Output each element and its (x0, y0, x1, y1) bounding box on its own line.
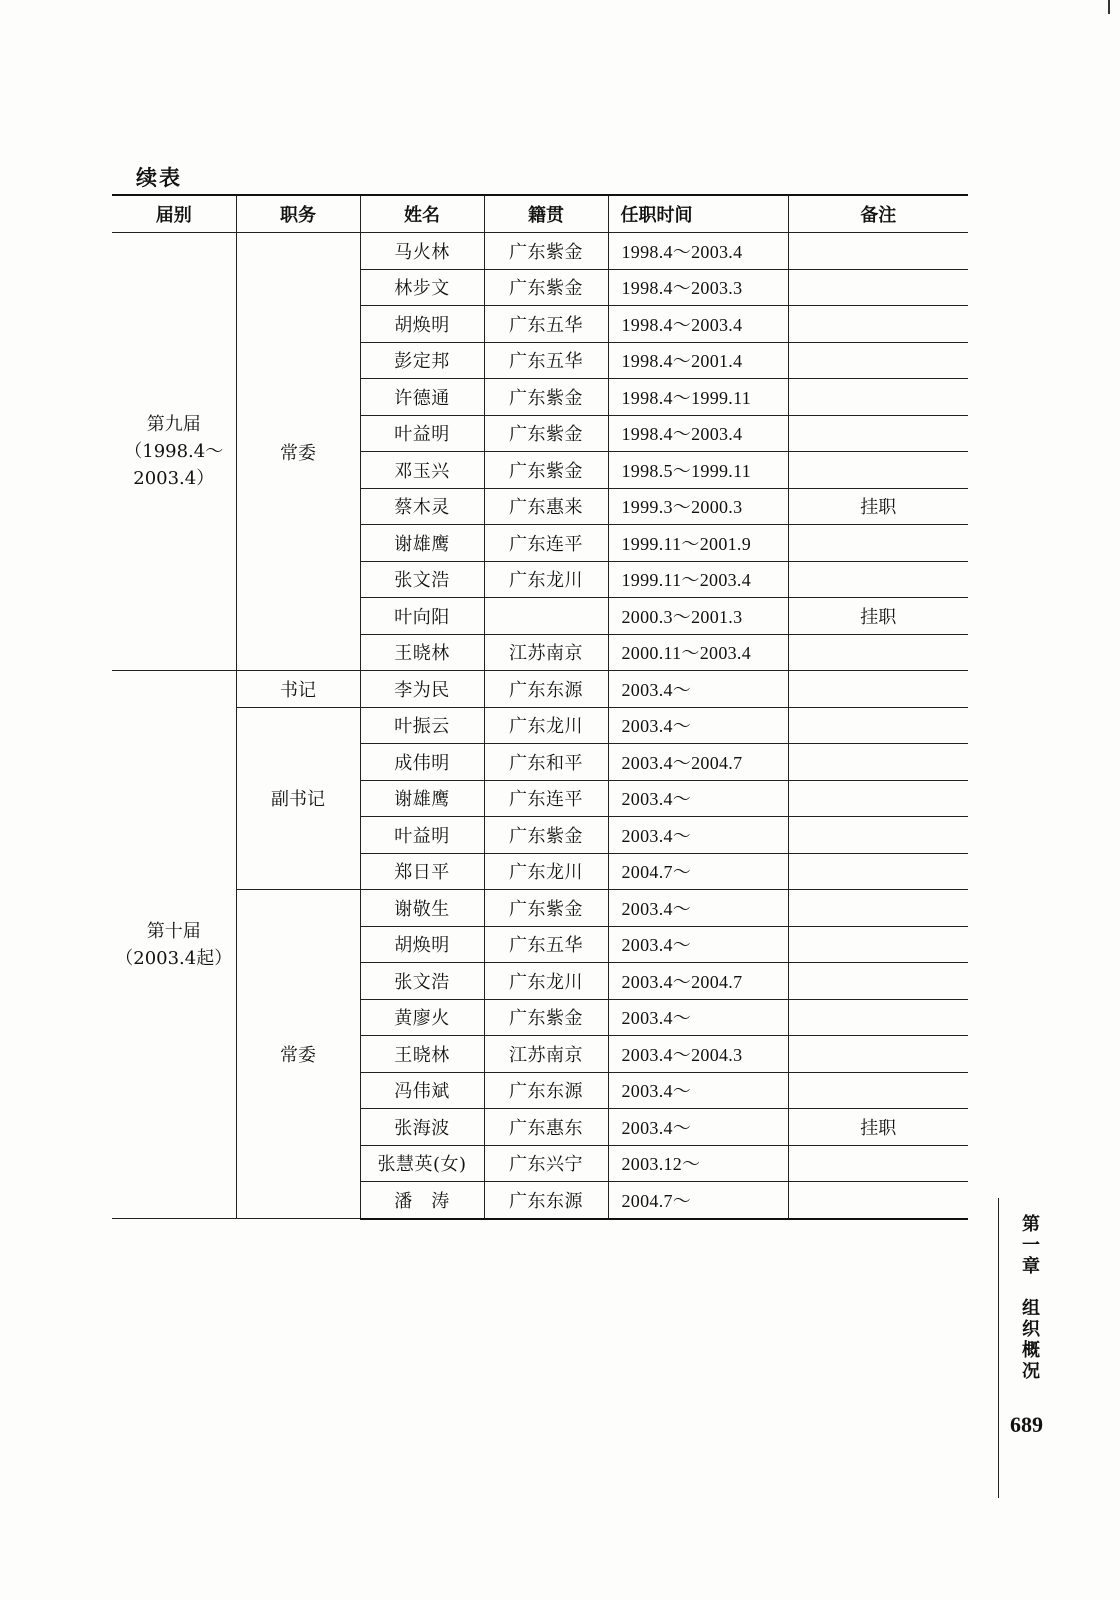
time-cell: 1998.4～2001.4 (608, 342, 788, 379)
time-cell: 1998.4～1999.11 (608, 379, 788, 416)
origin-cell: 广东龙川 (484, 853, 608, 890)
time-cell: 2003.4～ (608, 890, 788, 927)
table-header-row (112, 195, 968, 233)
note-cell (788, 1182, 968, 1219)
name-cell: 胡焕明 (360, 926, 484, 963)
name-cell: 张文浩 (360, 963, 484, 1000)
origin-cell: 广东东源 (484, 671, 608, 708)
term-label-line: （1998.4～ (124, 441, 224, 462)
section-label: 组织概况 (1019, 1298, 1040, 1382)
time-cell: 2004.7～ (608, 853, 788, 890)
name-cell: 林步文 (360, 269, 484, 306)
chapter-spacer (1019, 1277, 1040, 1298)
time-cell: 1999.3～2000.3 (608, 488, 788, 525)
origin-cell: 广东紫金 (484, 415, 608, 452)
position-cell: 常委 (236, 233, 360, 671)
margin-mark (1108, 0, 1110, 14)
note-cell (788, 561, 968, 598)
time-cell: 2003.4～ (608, 1072, 788, 1109)
note-cell (788, 269, 968, 306)
time-cell: 1998.4～2003.3 (608, 269, 788, 306)
name-cell: 马火林 (360, 233, 484, 270)
name-cell: 谢雄鹰 (360, 525, 484, 562)
term-label-line: 第九届 (146, 414, 201, 435)
origin-cell: 广东紫金 (484, 269, 608, 306)
time-cell: 2000.11～2003.4 (608, 634, 788, 671)
note-cell (788, 890, 968, 927)
name-cell: 冯伟斌 (360, 1072, 484, 1109)
time-cell: 2003.4～ (608, 999, 788, 1036)
name-cell: 黄廖火 (360, 999, 484, 1036)
name-cell: 王晓林 (360, 634, 484, 671)
note-cell (788, 525, 968, 562)
note-cell (788, 780, 968, 817)
page-number: 689 (1010, 1412, 1043, 1437)
note-cell (788, 233, 968, 270)
origin-cell: 广东兴宁 (484, 1145, 608, 1182)
time-cell: 2003.12～ (608, 1145, 788, 1182)
note-cell (788, 342, 968, 379)
header-note: 备注 (788, 195, 968, 233)
term-label-line: （2003.4起） (115, 947, 233, 969)
name-cell: 叶益明 (360, 817, 484, 854)
header-position: 职务 (236, 195, 360, 233)
time-cell: 2003.4～ (608, 780, 788, 817)
note-cell (788, 744, 968, 781)
term-cell (112, 671, 236, 1219)
origin-cell: 广东紫金 (484, 999, 608, 1036)
position-cell: 常委 (236, 890, 360, 1219)
name-cell: 邓玉兴 (360, 452, 484, 489)
time-cell: 2003.4～ (608, 1109, 788, 1146)
name-cell: 许德通 (360, 379, 484, 416)
chapter-side-tab (998, 1198, 1015, 1498)
name-cell: 张文浩 (360, 561, 484, 598)
header-time: 任职时间 (608, 195, 788, 233)
note-cell: 挂职 (788, 598, 968, 635)
note-cell (788, 1145, 968, 1182)
table-row (112, 890, 968, 927)
time-cell: 2003.4～ (608, 926, 788, 963)
time-cell: 2003.4～2004.7 (608, 744, 788, 781)
header-origin: 籍贯 (484, 195, 608, 233)
note-cell (788, 817, 968, 854)
note-cell (788, 379, 968, 416)
origin-cell: 广东紫金 (484, 817, 608, 854)
origin-cell: 广东惠来 (484, 488, 608, 525)
note-cell: 挂职 (788, 488, 968, 525)
committee-roster-table (112, 194, 968, 1220)
name-cell: 叶振云 (360, 707, 484, 744)
note-cell (788, 1072, 968, 1109)
note-cell (788, 306, 968, 343)
time-cell: 2000.3～2001.3 (608, 598, 788, 635)
name-cell: 叶向阳 (360, 598, 484, 635)
origin-cell: 广东连平 (484, 525, 608, 562)
note-cell: 挂职 (788, 1109, 968, 1146)
origin-cell: 广东龙川 (484, 707, 608, 744)
note-cell (788, 707, 968, 744)
position-cell: 书记 (236, 671, 360, 708)
name-cell: 胡焕明 (360, 306, 484, 343)
time-cell: 2004.7～ (608, 1182, 788, 1219)
note-cell (788, 415, 968, 452)
origin-cell: 广东连平 (484, 780, 608, 817)
note-cell (788, 926, 968, 963)
time-cell: 1998.5～1999.11 (608, 452, 788, 489)
name-cell: 张海波 (360, 1109, 484, 1146)
note-cell (788, 963, 968, 1000)
time-cell: 1999.11～2001.9 (608, 525, 788, 562)
origin-cell: 广东东源 (484, 1182, 608, 1219)
name-cell: 潘 涛 (360, 1182, 484, 1219)
header-name: 姓名 (360, 195, 484, 233)
term-label-line: 2003.4） (133, 468, 215, 489)
note-cell (788, 999, 968, 1036)
time-cell: 2003.4～2004.7 (608, 963, 788, 1000)
origin-cell: 广东紫金 (484, 890, 608, 927)
header-term: 届别 (112, 195, 236, 233)
name-cell: 谢雄鹰 (360, 780, 484, 817)
name-cell: 李为民 (360, 671, 484, 708)
origin-cell: 广东龙川 (484, 963, 608, 1000)
note-cell (788, 452, 968, 489)
origin-cell (484, 598, 608, 635)
origin-cell: 广东惠东 (484, 1109, 608, 1146)
position-cell: 副书记 (236, 707, 360, 890)
table-row (112, 707, 968, 744)
origin-cell: 广东龙川 (484, 561, 608, 598)
table-row (112, 233, 968, 270)
note-cell (788, 671, 968, 708)
origin-cell: 广东紫金 (484, 233, 608, 270)
origin-cell: 广东和平 (484, 744, 608, 781)
origin-cell: 广东东源 (484, 1072, 608, 1109)
time-cell: 1999.11～2003.4 (608, 561, 788, 598)
time-cell: 1998.4～2003.4 (608, 233, 788, 270)
name-cell: 张慧英(女) (360, 1145, 484, 1182)
time-cell: 2003.4～ (608, 707, 788, 744)
chapter-title (1018, 1214, 1040, 1382)
name-cell: 王晓林 (360, 1036, 484, 1073)
term-cell (112, 233, 236, 671)
time-cell: 2003.4～2004.3 (608, 1036, 788, 1073)
term-label-line: 第十届 (146, 920, 201, 942)
name-cell: 谢敬生 (360, 890, 484, 927)
chapter-label: 第一章 (1019, 1214, 1040, 1277)
time-cell: 2003.4～ (608, 671, 788, 708)
note-cell (788, 1036, 968, 1073)
origin-cell: 广东五华 (484, 306, 608, 343)
table-row (112, 671, 968, 708)
name-cell: 成伟明 (360, 744, 484, 781)
name-cell: 郑日平 (360, 853, 484, 890)
table-caption: 续表 (136, 165, 182, 190)
name-cell: 蔡木灵 (360, 488, 484, 525)
table-body (112, 233, 968, 1219)
origin-cell: 广东五华 (484, 926, 608, 963)
origin-cell: 广东五华 (484, 342, 608, 379)
origin-cell: 江苏南京 (484, 634, 608, 671)
name-cell: 叶益明 (360, 415, 484, 452)
origin-cell: 广东紫金 (484, 452, 608, 489)
time-cell: 1998.4～2003.4 (608, 306, 788, 343)
note-cell (788, 853, 968, 890)
time-cell: 2003.4～ (608, 817, 788, 854)
note-cell (788, 634, 968, 671)
origin-cell: 江苏南京 (484, 1036, 608, 1073)
name-cell: 彭定邦 (360, 342, 484, 379)
time-cell: 1998.4～2003.4 (608, 415, 788, 452)
origin-cell: 广东紫金 (484, 379, 608, 416)
